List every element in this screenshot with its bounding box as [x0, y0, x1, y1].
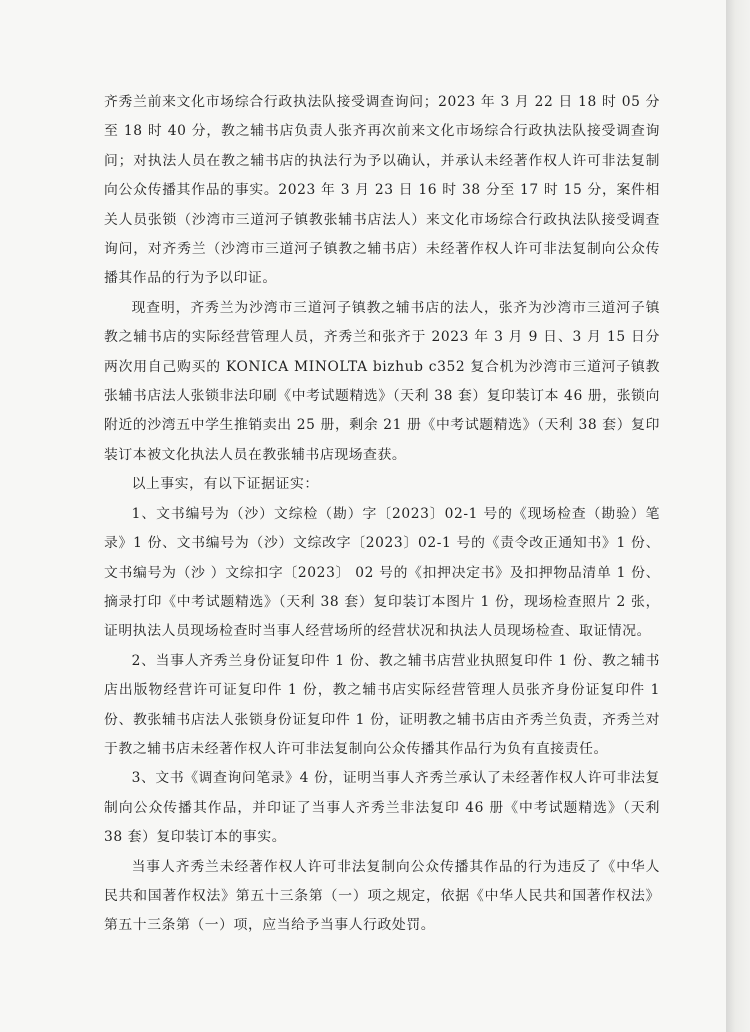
paragraph-evidence-2: 2、当事人齐秀兰身份证复印件 1 份、教之辅书店营业执照复印件 1 份、教之辅书店出版物经营许可证复印件 1 份，教之辅书店实际经营管理人员张齐身份证复印件 1 份、教张辅书店法人张锁身份证复印件 1 份，证明教之辅书店由齐秀兰负责，齐秀兰对于教之辅书店未经著作权人许可非法复制向公众传播其作品行为负有直接责任。	[104, 652, 660, 757]
paragraph-findings: 现查明，齐秀兰为沙湾市三道河子镇教之辅书店的法人，张齐为沙湾市三道河子镇教之辅书店的实际经营管理人员，齐秀兰和张齐于 2023 年 3 月 9 日、3 月 15 日分两次用自己购买的 KONICA MINOLTA bizhub c352 复合机为沙湾市三道河子镇教张辅书店法人张锁非法印刷《中考试题精选》（天利 38 套）复印装订本 46 册，张锁向附近的沙湾五中学生推销卖出 25 册，剩余 21 册《中考试题精选》（天利 38 套）复印装订本被文化执法人员在教张辅书店现场查获。	[104, 299, 660, 463]
paragraph-legal-basis: 当事人齐秀兰未经著作权人许可非法复制向公众传播其作品的行为违反了《中华人民共和国著作权法》第五十三条第（一）项之规定，依据《中华人民共和国著作权法》第五十三条第（一）项，应当给予当事人行政处罚。	[104, 858, 660, 934]
paragraph-evidence-3: 3、文书《调查询问笔录》4 份，证明当事人齐秀兰承认了未经著作权人许可非法复制向公众传播其作品，并印证了当事人齐秀兰非法复印 46 册《中考试题精选》（天利 38 套）复印装订本的事实。	[104, 770, 660, 846]
scan-edge	[726, 0, 750, 1032]
paragraph-evidence-1: 1、文书编号为（沙）文综检（勘）字〔2023〕02-1 号的《现场检查（勘验）笔录》1 份、文书编号为（沙）文综改字〔2023〕02-1 号的《责令改正通知书》1 份、文书编号为（沙 ）文综扣字〔2023〕 02 号的《扣押决定书》及扣押物品清单 1 份、摘录打印《中考试题精选》（天利 38 套）复印装订本图片 1 份，现场检查照片 2 张，证明执法人员现场检查时当事人经营场所的经营状况和执法人员现场检查、取证情况。	[104, 505, 660, 640]
document-body	[104, 88, 660, 941]
paragraph-evidence-intro: 以上事实，有以下证据证实：	[131, 476, 319, 493]
paragraph-interview-record: 齐秀兰前来文化市场综合行政执法队接受调查询问；2023 年 3 月 22 日 18 时 05 分至 18 时 40 分，教之辅书店负责人张齐再次前来文化市场综合行政执法队接受调查询问；对执法人员在教之辅书店的执法行为予以确认，并承认未经著作权人许可非法复制向公众传播其作品的事实。2023 年 3 月 23 日 16 时 38 分至 17 时 15 分，案件相关人员张锁（沙湾市三道河子镇教张辅书店法人）来文化市场综合行政执法队接受调查询问，对齐秀兰（沙湾市三道河子镇教之辅书店）未经著作权人许可非法复制向公众传播其作品的行为予以印证。	[104, 94, 660, 287]
